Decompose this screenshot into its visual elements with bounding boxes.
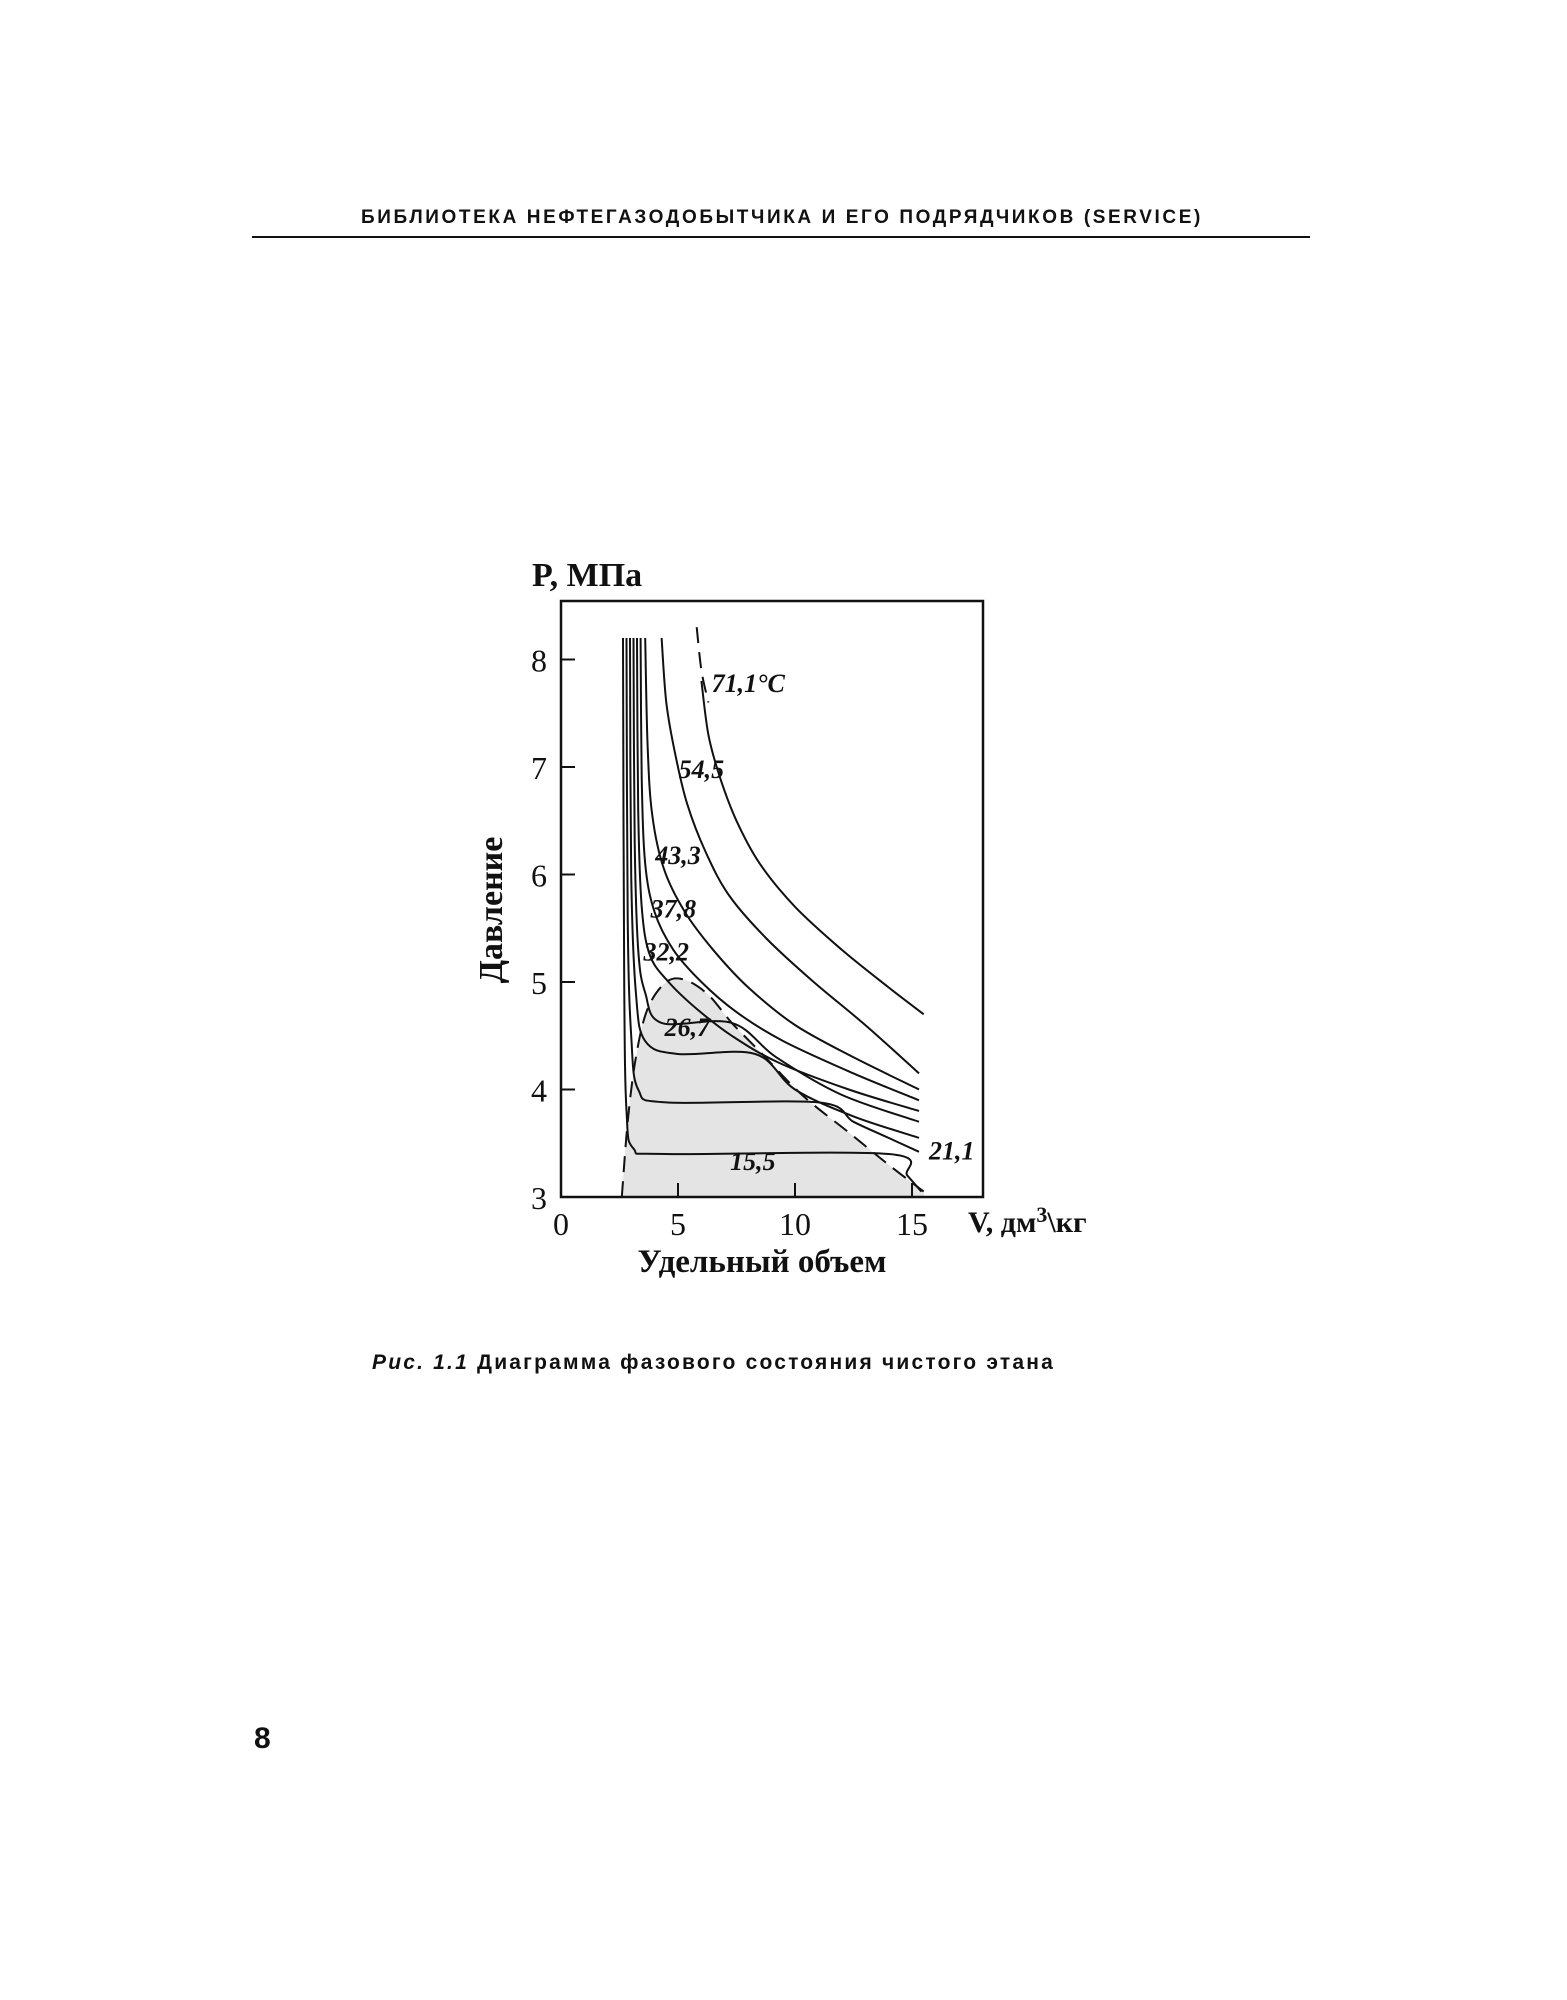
figure-caption-label: Рис. 1.1 <box>372 1351 469 1374</box>
x-axis-label-right: V, $дм^3\backslash кг$ <box>968 1202 1087 1239</box>
x-tick-label: 15 <box>896 1206 928 1242</box>
isotherm-label: 26,7 <box>664 1012 711 1042</box>
y-tick-label: 5 <box>531 965 547 1001</box>
isotherm-0 <box>701 681 923 1014</box>
y-axis-label-side: Давление <box>473 836 510 984</box>
y-tick-label: 7 <box>531 750 547 786</box>
isotherm-label: 37,8 <box>650 894 697 924</box>
isotherm-label: 54,5 <box>678 754 725 784</box>
isotherm-label: 32,2 <box>643 937 690 967</box>
y-tick-label: 4 <box>531 1072 547 1109</box>
isotherm-label: 15,5 <box>730 1147 776 1177</box>
x-tick-label: 5 <box>670 1206 686 1242</box>
y-tick-label: 3 <box>531 1180 547 1216</box>
y-tick-label: 6 <box>531 857 547 894</box>
figure-caption-text: Диаграмма фазового состояния чистого этана <box>477 1351 1055 1374</box>
figure-caption <box>372 1351 1055 1375</box>
y-axis-label-top: P, МПа <box>532 557 643 594</box>
running-header: БИБЛИОТЕКА НЕФТЕГАЗОДОБЫТЧИКА И ЕГО ПОДРЯДЧИКОВ (SERVICE) <box>361 207 1203 228</box>
isotherm-label: 43,3 <box>655 840 701 870</box>
y-tick-label: 8 <box>531 642 547 679</box>
x-tick-label: 10 <box>779 1206 811 1242</box>
page-number: 8 <box>254 1722 271 1755</box>
isotherm-label: 71,1°C <box>711 668 785 698</box>
x-axis-label-bottom: Удельный объем <box>637 1244 887 1280</box>
x-tick-label: 0 <box>553 1206 569 1242</box>
isotherm-label: 21,1 <box>929 1136 975 1166</box>
